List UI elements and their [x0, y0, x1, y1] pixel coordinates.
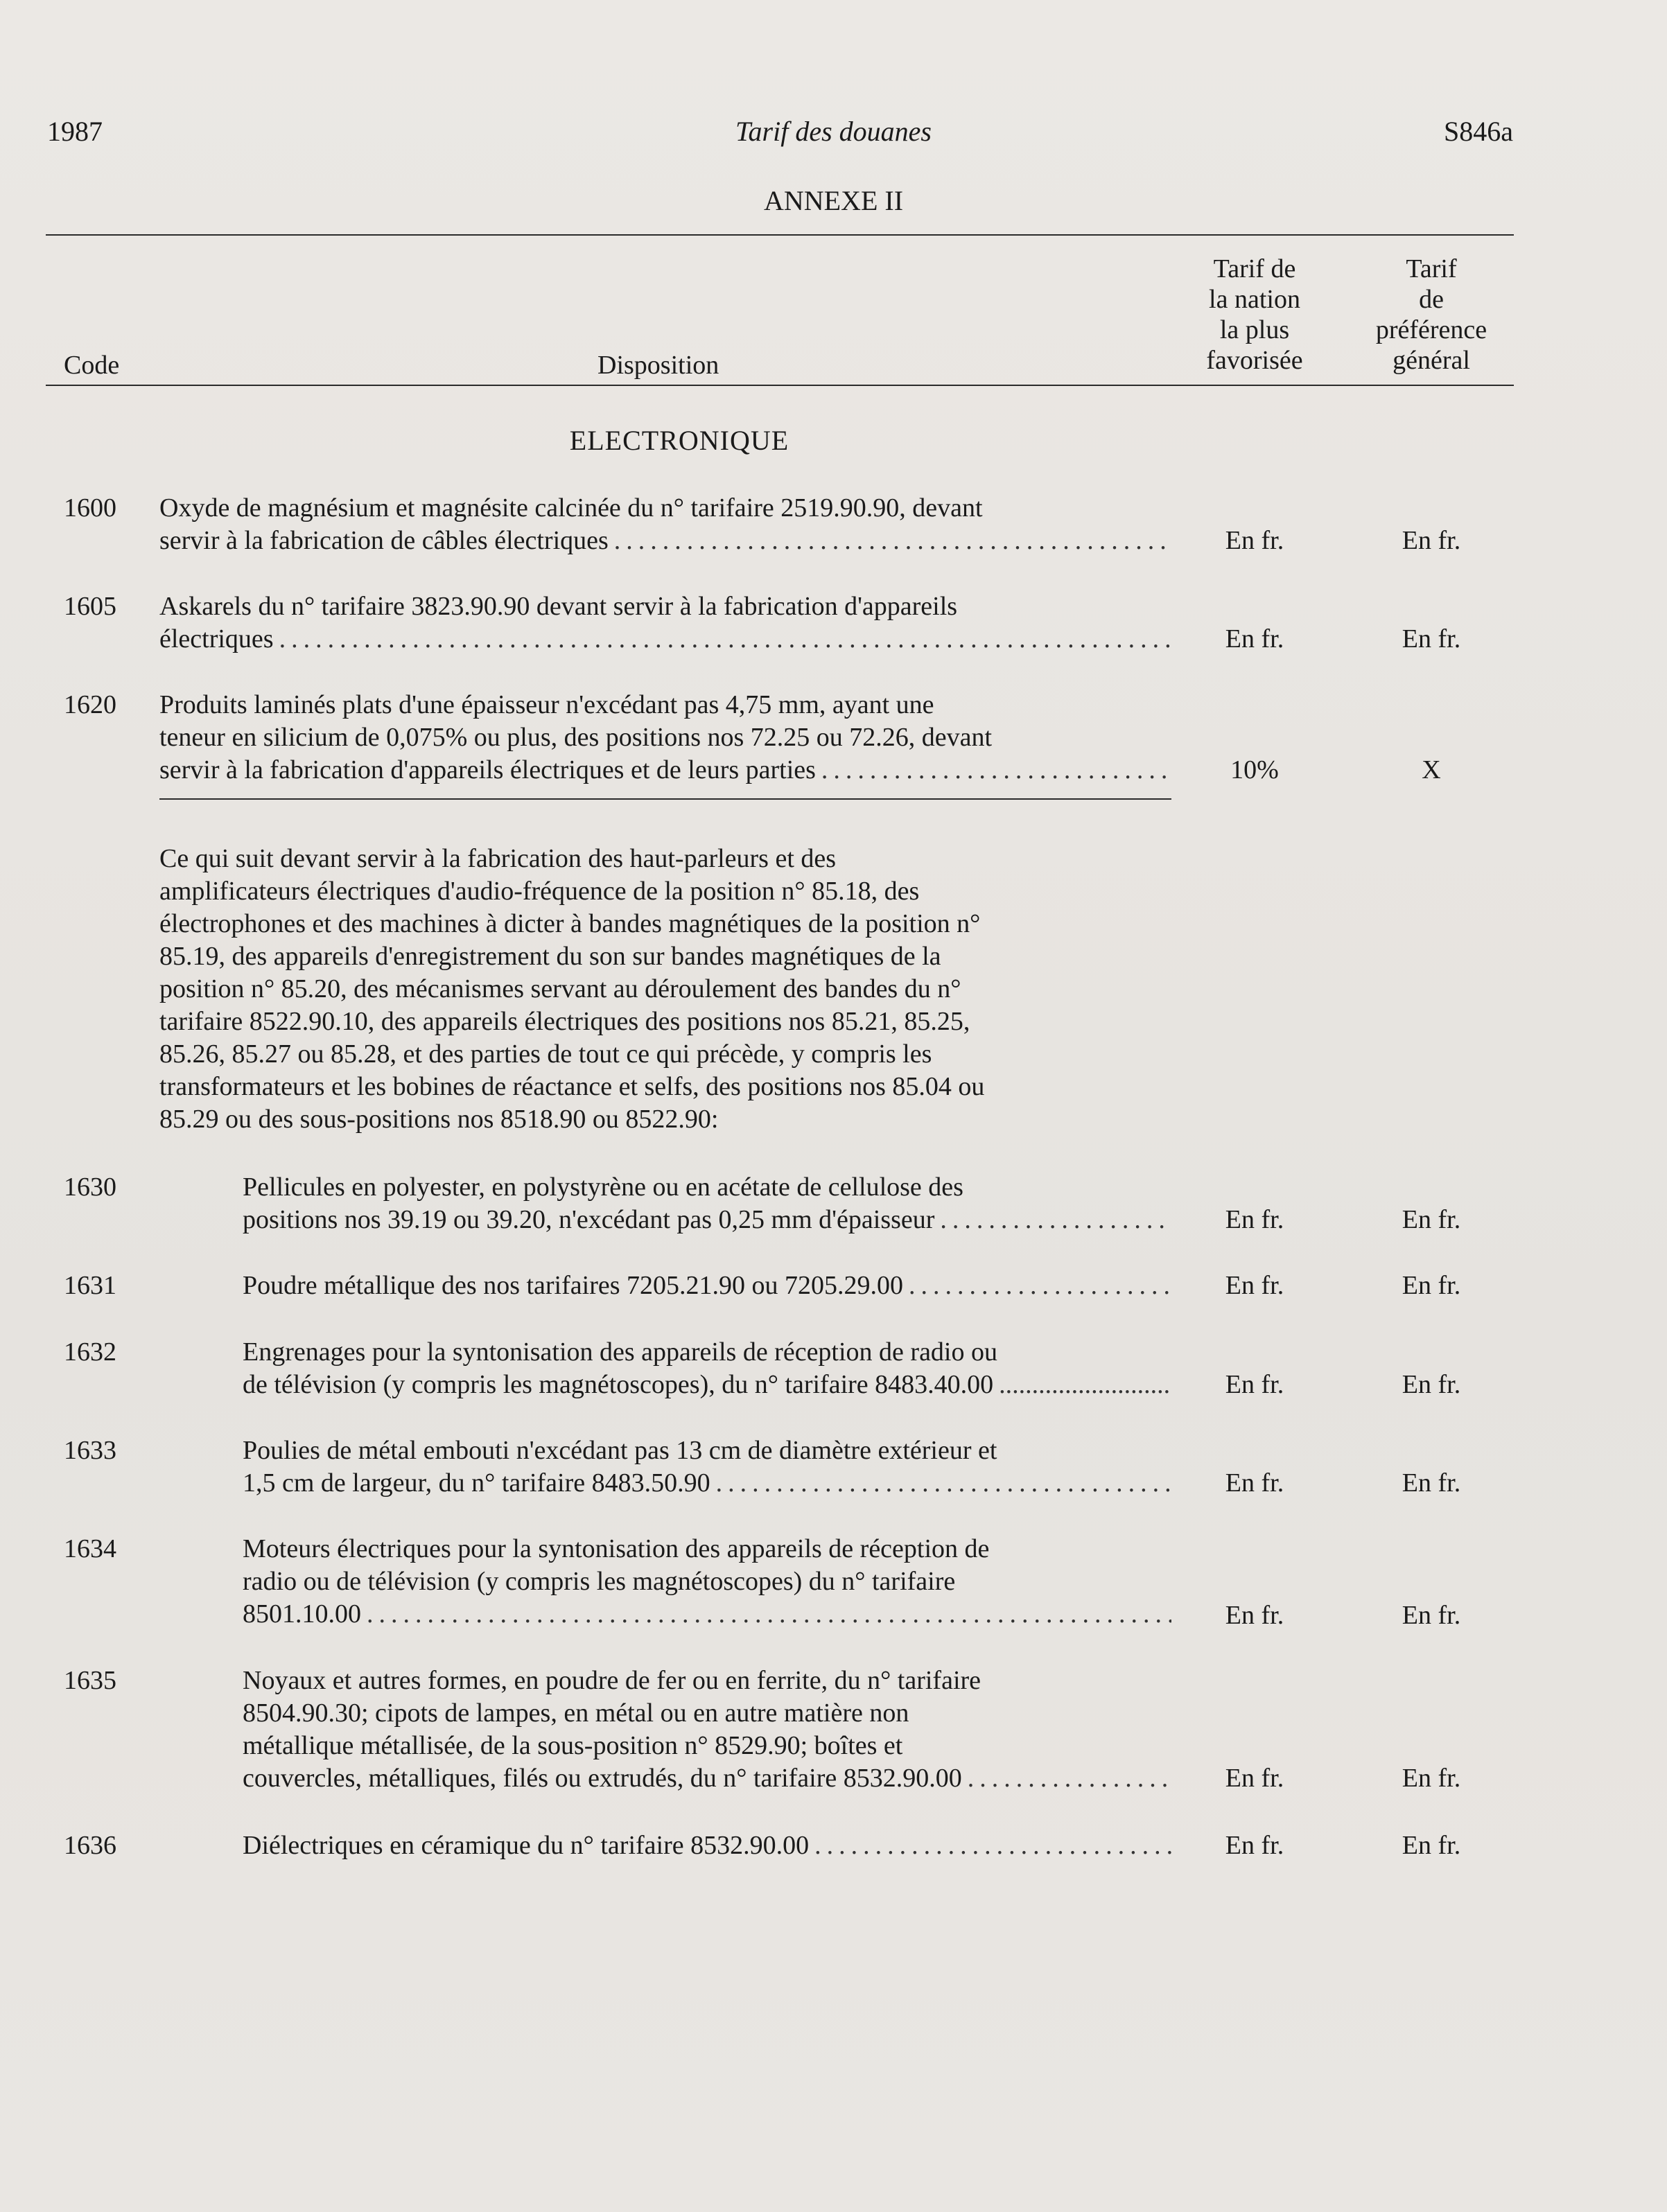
row-description-last: [243, 1762, 1171, 1795]
row-description-line: teneur en silicium de 0,075% ou plus, des positions nos 72.25 ou 72.26, devant: [159, 723, 993, 752]
paragraph-line: 85.26, 85.27 ou 85.28, et des parties de tout ce qui précède, y compris les: [159, 1039, 932, 1069]
column-mfn-line: la plus: [1219, 315, 1290, 344]
row-description-line: Oxyde de magnésium et magnésite calcinée du n° tarifaire 2519.90.90, devant: [159, 493, 983, 523]
row-description: [243, 1171, 1171, 1236]
row-description: [159, 689, 1171, 787]
row-description-last: [243, 1369, 1171, 1401]
row-description-line: Diélectriques en céramique du n° tarifaire 8532.90.00: [243, 1831, 810, 1860]
row-gpt-rate: En fr.: [1402, 1831, 1461, 1860]
header-title: Tarif des douanes: [735, 116, 932, 147]
row-code: 1630: [64, 1173, 116, 1202]
row-code: 1631: [64, 1271, 116, 1300]
row-description-line: 1,5 cm de largeur, du n° tarifaire 8483.50.90: [243, 1468, 710, 1498]
row-code: 1605: [64, 592, 116, 621]
leader-dots: [909, 1270, 1171, 1302]
row-code: 1635: [64, 1666, 116, 1695]
paragraph-line: 85.19, des appareils d'enregistrement du son sur bandes magnétiques de la: [159, 942, 941, 971]
row-description: [159, 492, 1171, 557]
section-divider-rule: [159, 798, 1171, 800]
row-code: 1620: [64, 690, 116, 719]
row-mfn-rate: En fr.: [1225, 526, 1284, 555]
row-description-line: Pellicules en polyester, en polystyrène ou en acétate de cellulose des: [243, 1173, 963, 1202]
column-gpt-line: Tarif: [1406, 254, 1457, 283]
row-description-last: [243, 1829, 1171, 1862]
row-description-line: de télévision (y compris les magnétoscopes), du n° tarifaire 8483.40.00: [243, 1370, 994, 1399]
row-description-line: Noyaux et autres formes, en poudre de fer ou en ferrite, du n° tarifaire: [243, 1666, 981, 1695]
annexe-title: ANNEXE II: [763, 185, 904, 216]
row-code: 1634: [64, 1534, 116, 1563]
row-description-line: électriques: [159, 624, 274, 653]
column-gpt-line: général: [1393, 346, 1470, 375]
row-description-last: [243, 1467, 1171, 1500]
paragraph-line: électrophones et des machines à dicter à bandes magnétiques de la position n°: [159, 909, 981, 938]
row-description-last: [243, 1598, 1171, 1631]
column-mfn-line: favorisée: [1206, 346, 1303, 375]
row-gpt-rate: En fr.: [1402, 1601, 1461, 1630]
leader-dots: [821, 754, 1171, 787]
row-description-last: [159, 623, 1171, 656]
paragraph-line: position n° 85.20, des mécanismes servant au déroulement des bandes du n°: [159, 974, 961, 1003]
column-mfn: [1178, 254, 1331, 376]
row-description-line: Produits laminés plats d'une épaisseur n'excédant pas 4,75 mm, ayant une: [159, 690, 934, 719]
row-description-line: Moteurs électriques pour la syntonisation des appareils de réception de: [243, 1534, 990, 1563]
row-description: [243, 1434, 1171, 1500]
row-mfn-rate: En fr.: [1225, 1271, 1284, 1300]
paragraph-line: tarifaire 8522.90.10, des appareils électriques des positions nos 85.21, 85.25,: [159, 1007, 970, 1036]
row-description: [243, 1665, 1171, 1795]
row-mfn-rate: En fr.: [1225, 1205, 1284, 1234]
row-description-line: Poulies de métal embouti n'excédant pas 13 cm de diamètre extérieur et: [243, 1436, 997, 1465]
row-description-line: Engrenages pour la syntonisation des appareils de réception de radio ou: [243, 1337, 997, 1367]
row-gpt-rate: X: [1422, 755, 1441, 784]
row-gpt-rate: En fr.: [1402, 1205, 1461, 1234]
column-mfn-line: la nation: [1209, 285, 1300, 314]
paragraph-line: amplificateurs électriques d'audio-fréquence de la position n° 85.18, des: [159, 877, 920, 906]
row-description-line: servir à la fabrication d'appareils électriques et de leurs parties: [159, 755, 816, 784]
row-description-line: couvercles, métalliques, filés ou extrudés, du n° tarifaire 8532.90.00: [243, 1764, 962, 1793]
row-mfn-rate: En fr.: [1225, 1831, 1284, 1860]
row-description-line: Poudre métallique des nos tarifaires 7205.21.90 ou 7205.29.00: [243, 1271, 904, 1300]
row-description-last: [243, 1204, 1171, 1236]
row-description-last: [243, 1270, 1171, 1302]
row-mfn-rate: En fr.: [1225, 624, 1284, 653]
paragraph-line: Ce qui suit devant servir à la fabrication des haut-parleurs et des: [159, 844, 837, 873]
intro-paragraph: [159, 843, 984, 1136]
row-description-line: 8504.90.30; cipots de lampes, en métal ou en autre matière non: [243, 1698, 909, 1728]
leader-dots: [367, 1598, 1171, 1631]
header-bottom-rule: [46, 385, 1514, 386]
row-mfn-rate: En fr.: [1225, 1601, 1284, 1630]
leader-dots: [279, 623, 1171, 656]
column-gpt-line: de: [1419, 285, 1444, 314]
row-gpt-rate: En fr.: [1402, 624, 1461, 653]
row-gpt-rate: En fr.: [1402, 1370, 1461, 1399]
row-description: [243, 1270, 1171, 1302]
row-mfn-rate: 10%: [1230, 755, 1279, 784]
row-code: 1636: [64, 1831, 116, 1860]
row-gpt-rate: En fr.: [1402, 526, 1461, 555]
leader-dots: [814, 1829, 1171, 1862]
leader-dots: [940, 1204, 1171, 1236]
row-code: 1632: [64, 1337, 116, 1367]
row-description-line: 8501.10.00: [243, 1599, 361, 1629]
column-mfn-line: Tarif de: [1213, 254, 1296, 283]
row-code: 1633: [64, 1436, 116, 1465]
row-gpt-rate: En fr.: [1402, 1764, 1461, 1793]
leader-dots: [968, 1762, 1171, 1795]
row-description-line: servir à la fabrication de câbles électriques: [159, 526, 609, 555]
paragraph-line: transformateurs et les bobines de réactance et selfs, des positions nos 85.04 ou: [159, 1072, 985, 1101]
row-description: [243, 1533, 1171, 1631]
column-gpt: [1355, 254, 1508, 376]
section-heading: ELECTRONIQUE: [569, 425, 789, 456]
row-description: [159, 590, 1171, 656]
row-mfn-rate: En fr.: [1225, 1764, 1284, 1793]
row-description: [243, 1829, 1171, 1862]
row-mfn-rate: En fr.: [1225, 1468, 1284, 1498]
paragraph-line: 85.29 ou des sous-positions nos 8518.90 ou 8522.90:: [159, 1105, 719, 1134]
row-description-line: Askarels du n° tarifaire 3823.90.90 devant servir à la fabrication d'appareils: [159, 592, 958, 621]
leader-dots: [999, 1369, 1171, 1401]
column-code: Code: [64, 351, 120, 380]
leader-dots: [614, 525, 1171, 557]
row-gpt-rate: En fr.: [1402, 1271, 1461, 1300]
leader-dots: [716, 1467, 1171, 1500]
column-disposition: Disposition: [597, 351, 719, 380]
row-mfn-rate: En fr.: [1225, 1370, 1284, 1399]
row-description: [243, 1336, 1171, 1401]
header-top-rule: [46, 234, 1514, 236]
column-gpt-line: préférence: [1375, 315, 1487, 344]
row-code: 1600: [64, 493, 116, 523]
row-description-last: [159, 525, 1171, 557]
header-year: 1987: [47, 116, 103, 147]
header-ref: S846a: [1444, 116, 1513, 147]
row-gpt-rate: En fr.: [1402, 1468, 1461, 1498]
row-description-line: positions nos 39.19 ou 39.20, n'excédant pas 0,25 mm d'épaisseur: [243, 1205, 935, 1234]
row-description-line: radio ou de télévision (y compris les magnétoscopes) du n° tarifaire: [243, 1567, 956, 1596]
row-description-line: métallique métallisée, de la sous-position n° 8529.90; boîtes et: [243, 1731, 903, 1760]
row-description-last: [159, 754, 1171, 787]
